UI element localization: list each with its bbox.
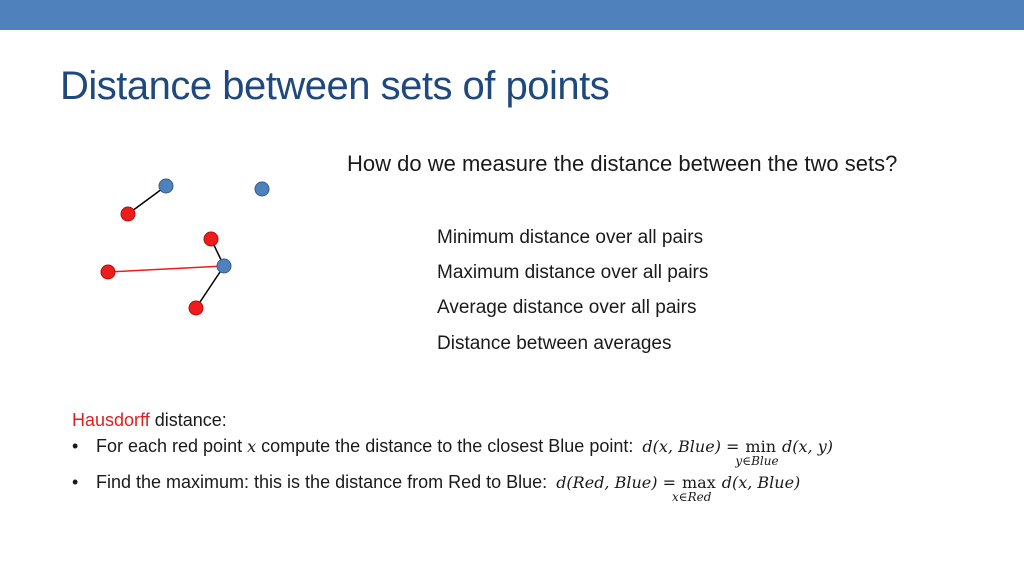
option-minimum: Minimum distance over all pairs (437, 227, 704, 248)
bullet-marker: • (72, 436, 79, 456)
red-point (101, 265, 115, 279)
bullet1-text-after: compute the distance to the closest Blue point: (256, 436, 639, 456)
max-operator (671, 473, 716, 504)
formula-lhs: d(x, Blue) = (642, 437, 740, 456)
option-maximum: Maximum distance over all pairs (437, 262, 709, 283)
bullet2-text: Find the maximum: this is the distance from Red to Blue: (96, 472, 553, 492)
formula-rhs: d(x, y) (782, 437, 833, 456)
slide-title: Distance between sets of points (60, 64, 610, 108)
blue-point (159, 179, 173, 193)
hausdorff-line (108, 266, 224, 272)
formula-min (642, 436, 833, 468)
formula-lhs: d(Red, Blue) = (556, 473, 676, 492)
formula-max (556, 472, 801, 504)
hausdorff-name: Hausdorff (72, 410, 150, 430)
min-subscript: y∈Blue (735, 454, 779, 468)
min-operator (735, 437, 779, 468)
max-subscript: x∈Red (671, 490, 712, 504)
math-var-x: x (247, 437, 257, 456)
bullet-text (96, 436, 833, 468)
blue-point (255, 182, 269, 196)
hausdorff-suffix: distance: (149, 410, 227, 430)
red-point (189, 301, 203, 315)
formula-rhs: d(x, Blue) (721, 473, 801, 492)
blue-point (217, 259, 231, 273)
option-average: Average distance over all pairs (437, 297, 697, 318)
option-distance-between-averages: Distance between averages (437, 333, 672, 354)
hausdorff-definition (72, 410, 833, 504)
bullet-text (96, 472, 801, 504)
question-text: How do we measure the distance between the two sets? (347, 151, 898, 176)
hausdorff-heading (72, 410, 227, 431)
red-point (204, 232, 218, 246)
bullet1-text-before: For each red point (96, 436, 248, 456)
max-operator-label: max (681, 473, 716, 492)
red-point (121, 207, 135, 221)
bullet-marker: • (72, 472, 79, 492)
link-line-red4-blue3 (196, 266, 224, 308)
min-operator-label: min (745, 437, 777, 456)
